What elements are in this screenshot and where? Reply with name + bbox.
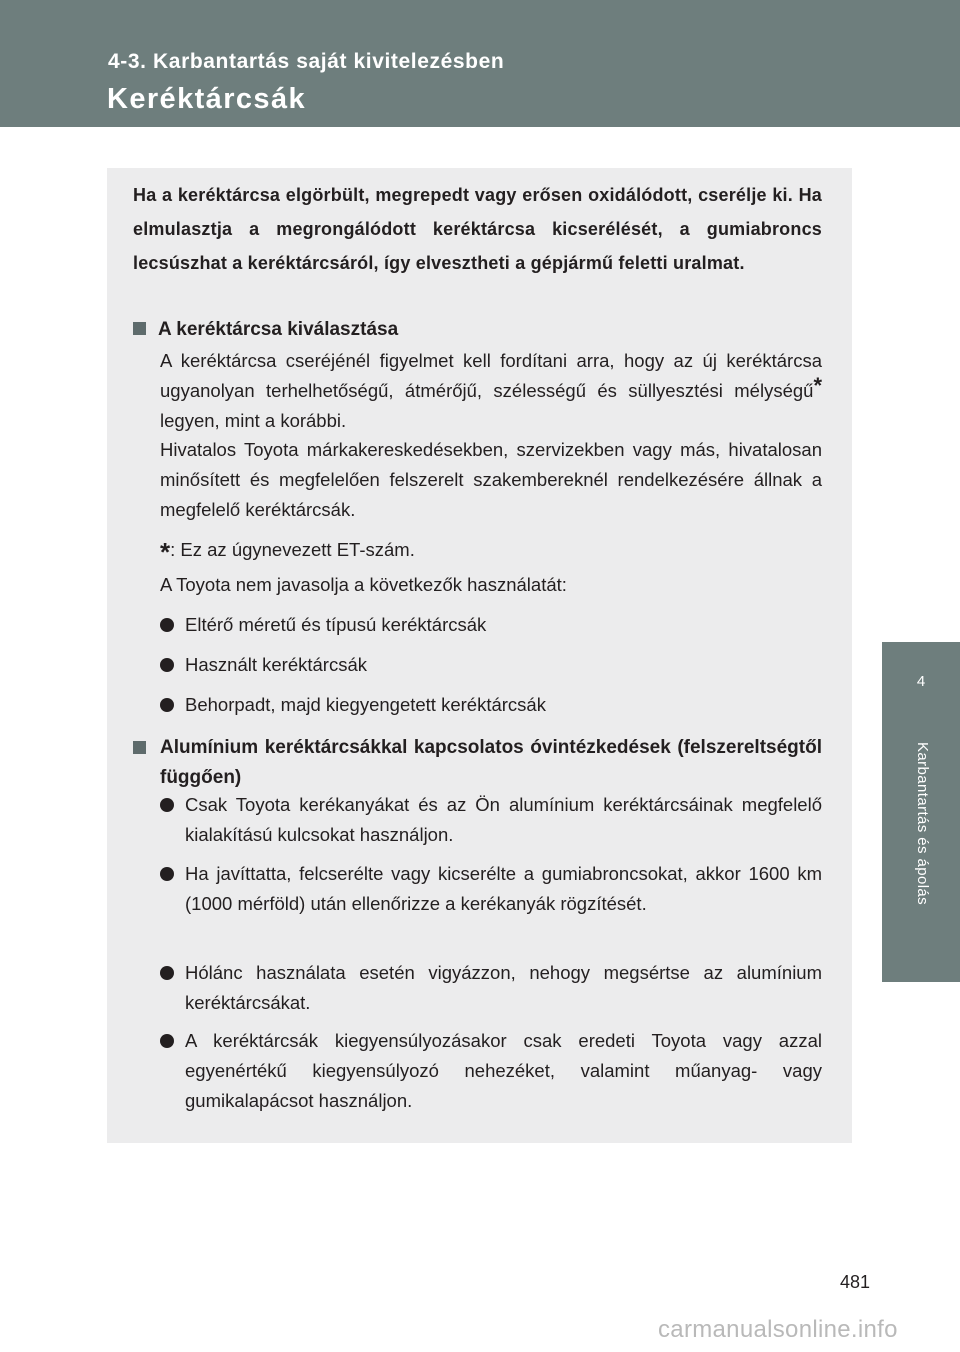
round-bullet-icon — [160, 798, 174, 812]
paragraph-text-end: legyen, mint a korábbi. — [160, 410, 347, 431]
chapter-label: Karbantartás és ápolás — [914, 742, 931, 906]
round-bullet-icon — [160, 966, 174, 980]
section-heading-aluminium: Alumínium keréktárcsákkal kapcsolatos óvintézkedések (felszereltségtől függően) — [160, 737, 822, 788]
list-item — [160, 650, 822, 680]
round-bullet-icon — [160, 1034, 174, 1048]
chapter-side-tab — [882, 642, 960, 982]
footnote — [160, 532, 822, 565]
square-bullet-icon — [133, 741, 146, 754]
list-item-text: Hólánc használata esetén vigyázzon, nehogy megsértse az alumínium keréktárcsákat. — [185, 962, 822, 1013]
list-item — [160, 790, 822, 850]
list-item — [160, 610, 822, 640]
page-title: Keréktárcsák — [107, 83, 306, 115]
page-number: 481 — [840, 1272, 871, 1292]
chapter-header — [0, 0, 960, 127]
list-item-text: Csak Toyota kerékanyákat és az Ön alumínium keréktárcsáinak megfelelő kialakítású kulcsokat használjon. — [185, 794, 822, 845]
list-item-text: Behorpadt, majd kiegyengetett keréktárcsák — [185, 694, 546, 715]
dealer-paragraph: Hivatalos Toyota márkakereskedésekben, szervizekben vagy más, hivatalosan minősített és megfelelően felszerelt szakembereknél rendelkezésére állnak a megfelelő keréktárcsák. — [160, 439, 822, 520]
list-item-text: A keréktárcsák kiegyensúlyozásakor csak eredeti Toyota vagy azzal egyenértékű kiegyensúlyozó nehezéket, valamint műanyag- vagy gumikalapácsot használjon. — [185, 1030, 822, 1111]
section-heading-text: A keréktárcsa kiválasztása — [158, 319, 399, 340]
list-item — [160, 1026, 822, 1116]
footnote-text: : Ez az úgynevezett ET-szám. — [170, 539, 415, 560]
watermark: carmanualsonline.info — [658, 1316, 898, 1343]
list-item-text: Használt keréktárcsák — [185, 654, 367, 675]
square-bullet-icon — [133, 322, 146, 335]
recommendation-text: A Toyota nem javasolja a következők használatát: — [160, 574, 567, 595]
paragraph-text: A keréktárcsa cseréjénél figyelmet kell fordítani arra, hogy az új keréktárcsa ugyanolyan terhelhetőségű, átmérőjű, szélességű és süllyesztési mélységű — [160, 350, 822, 401]
list-item — [160, 859, 822, 919]
round-bullet-icon — [160, 698, 174, 712]
wheel-selection-paragraph — [160, 346, 822, 436]
section-subtitle: 4-3. Karbantartás saját kivitelezésben — [108, 50, 505, 73]
round-bullet-icon — [160, 867, 174, 881]
footnote-star: * — [160, 537, 171, 567]
round-bullet-icon — [160, 658, 174, 672]
list-item — [160, 690, 822, 720]
footnote-marker: * — [813, 372, 822, 398]
list-item-text: Eltérő méretű és típusú keréktárcsák — [185, 614, 487, 635]
list-item — [160, 958, 822, 1018]
list-item-text: Ha javíttatta, felcserélte vagy kicserélte a gumiabroncsokat, akkor 1600 km (1000 mérföld) után ellenőrizze a kerékanyák rögzítését. — [185, 863, 822, 914]
section-heading-wheel-selection — [133, 315, 398, 345]
chapter-number: 4 — [916, 673, 926, 690]
round-bullet-icon — [160, 618, 174, 632]
intro-warning-text: Ha a keréktárcsa elgörbült, megrepedt vagy erősen oxidálódott, cserélje ki. Ha elmulasztja a megrongálódott keréktárcsa kicserélését, a gumiabroncs lecsúszhat a keréktárcsáról, így elvesztheti a gépjármű feletti uralmat. — [133, 185, 822, 273]
